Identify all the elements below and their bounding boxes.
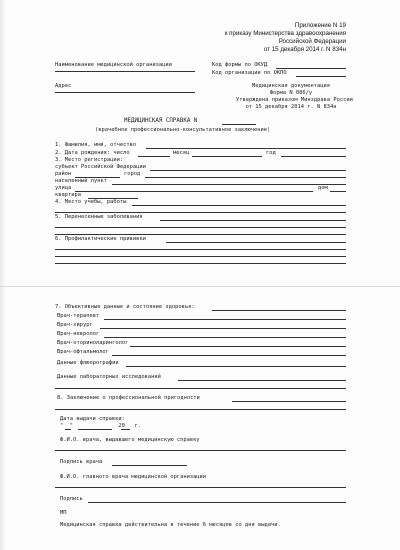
field-1-line (146, 148, 346, 149)
address-label: Адрес (55, 83, 72, 89)
lab-line-2 (55, 388, 346, 389)
field-6-line-1 (166, 242, 346, 243)
ophthalmologist-line (112, 355, 346, 356)
okud-label: Код формы по ОКУД (212, 62, 268, 68)
field-7-label: 7. Объективные данные и состояние здоровья: (55, 304, 195, 310)
ent-line (130, 346, 346, 347)
field-8-line-1 (232, 401, 346, 402)
form-subtitle: (врачебное профессионально-консультативное заключение) (95, 127, 271, 133)
doc-type-4: от 15 декабря 2014 г. N 834н (245, 104, 337, 110)
form-title: МЕДИЦИНСКАЯ СПРАВКА N (124, 118, 198, 124)
page-fold-line (0, 286, 400, 287)
fluorography-line (126, 366, 346, 367)
field-5-line-3 (55, 234, 346, 235)
neurologist-line (104, 337, 346, 338)
field-6-line-4 (55, 263, 346, 264)
field-3-apt-label: квартира (55, 192, 81, 198)
okud-line (276, 68, 346, 69)
field-3-house-label: дом (318, 185, 328, 191)
doc-type-3: Утверждена приказом Минздрава России (236, 97, 353, 103)
chief-sign-line (88, 502, 346, 503)
field-4-label: 4. Место учебы, работы (55, 199, 127, 205)
issue-date-template: " " 20 г. (60, 423, 142, 429)
field-6-line-2 (55, 249, 346, 250)
field-2-year-line (281, 156, 346, 157)
doc-type-2: Форма N 086/у (269, 90, 313, 96)
appendix-block (225, 22, 346, 54)
field-3-district-label: район (55, 171, 72, 177)
field-7-line (212, 310, 346, 311)
field-1-label: 1. Фамилия, имя, отчество (55, 142, 137, 148)
fluorography-label: Данные флюорографии (57, 360, 119, 366)
chief-fio-label: Ф.И.О. главного врача медицинской организации (60, 474, 207, 480)
doctor-fio-line (55, 450, 346, 451)
surgeon-line (100, 328, 346, 329)
appendix-line-3: Российской Федерации (278, 38, 346, 45)
ophthalmologist-label: Врач-офтальмолог (57, 349, 109, 355)
appendix-line-4: от 15 декабря 2014 г. N 834н (263, 46, 346, 53)
field-3-city-line (145, 177, 346, 178)
therapist-line (104, 319, 346, 320)
field-3-city-label: город (124, 171, 141, 177)
field-3-street-label: улица (55, 185, 72, 191)
doctor-fio-label: Ф.И.О. врача, выдавшего медицинскую справку (60, 437, 200, 443)
ent-label: Врач-оториноларинголог (57, 340, 129, 346)
okpo-line (296, 76, 346, 77)
field-3-settlement-label: населенный пункт (55, 178, 107, 184)
neurologist-label: Врач-невролог (57, 331, 100, 337)
field-2-month-line (192, 156, 262, 157)
issue-day-line (65, 429, 71, 430)
org-name-line (55, 71, 195, 72)
scan-shadow (0, 0, 6, 550)
appendix-line-1: Приложение N 19 (294, 22, 346, 29)
issue-year-line (121, 429, 130, 430)
therapist-label: Врач-терапевт (57, 313, 100, 319)
field-2-day-line (138, 156, 170, 157)
field-4-line-2 (55, 212, 346, 213)
field-3-street-line (75, 191, 313, 192)
field-2-month-label: месяц (173, 150, 190, 156)
field-2-label: 2. Дата рождения: число (55, 150, 130, 156)
field-8-line-2 (55, 409, 346, 410)
doctor-sign-line (112, 465, 187, 466)
stamp-label: МП (60, 510, 67, 516)
chief-sign-label: Подпись (60, 496, 83, 502)
doctor-sign-label: Подпись врача (60, 459, 103, 465)
field-6-label: 6. Профилактические прививки (55, 236, 146, 242)
field-5-label: 5. Перенесенные заболевания (55, 214, 143, 220)
field-8-label: 8. Заключение о профессиональной пригодности (57, 395, 200, 401)
field-3-subject-line (150, 170, 346, 171)
lab-line-1 (178, 380, 346, 381)
issue-date-label: Дата выдачи справки: (60, 416, 125, 422)
okpo-label: Код организации по ОКПО (212, 70, 287, 76)
field-3-label: 3. Место регистрации: (55, 157, 124, 163)
field-5-line-2 (55, 227, 346, 228)
doc-type-1: Медицинская документация (252, 83, 330, 89)
validity-note: Медицинская справка действительна в течение 6 месяцев со дня выдачи. (60, 522, 281, 528)
form-number-line (222, 124, 256, 125)
field-4-line-1 (132, 205, 346, 206)
field-6-line-3 (55, 256, 346, 257)
appendix-line-2: к приказу Министерства здравоохранения (224, 30, 346, 37)
field-2-year-label: год (266, 150, 276, 156)
org-name-label: Наименование медицинской организации (55, 62, 172, 68)
field-3-subject-label: субъект Российской Федерации (55, 164, 146, 170)
issue-month-line (78, 429, 112, 430)
field-3-house-line (330, 191, 346, 192)
surgeon-label: Врач-хирург (57, 322, 93, 328)
field-3-settlement-line (112, 184, 346, 185)
address-line (55, 92, 195, 93)
lab-label: Данные лабораторных исследований (57, 374, 161, 380)
chief-fio-line (55, 487, 346, 488)
field-5-line-1 (160, 220, 346, 221)
